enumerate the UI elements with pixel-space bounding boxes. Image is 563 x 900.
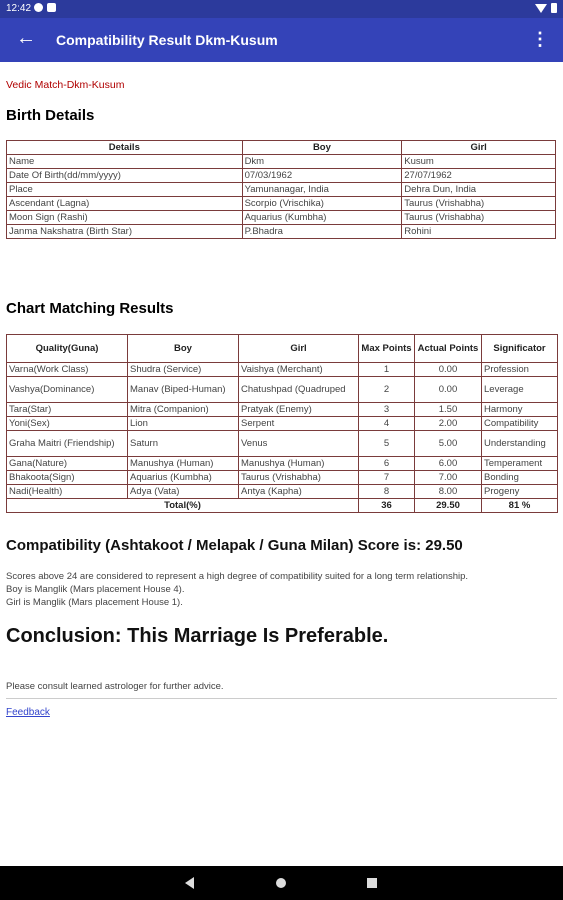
header-girl: Girl [402, 141, 556, 155]
more-vert-icon[interactable]: ⋮ [531, 29, 549, 49]
table-cell: Yoni(Sex) [7, 417, 128, 431]
page-title: Compatibility Result Dkm-Kusum [56, 32, 278, 48]
table-cell: Harmony [482, 403, 558, 417]
table-cell: Kusum [402, 155, 556, 169]
wifi-icon [535, 4, 547, 13]
table-row [7, 431, 558, 457]
status-time: 12:42 [6, 3, 32, 14]
table-cell: 8 [359, 485, 415, 499]
table-cell: 2.00 [415, 417, 482, 431]
table-row [7, 377, 558, 403]
table-cell: Aquarius (Kumbha) [128, 471, 239, 485]
table-cell: Pratyak (Enemy) [239, 403, 359, 417]
table-row [7, 485, 558, 499]
note-line: Boy is Manglik (Mars placement House 4). [6, 584, 185, 595]
table-row [7, 155, 556, 169]
table-cell: Ascendant (Lagna) [7, 197, 243, 211]
status-bar [0, 0, 563, 18]
table-cell: 5 [359, 431, 415, 457]
header-actual-points: Actual Points [415, 335, 482, 363]
table-cell: Varna(Work Class) [7, 363, 128, 377]
table-cell: Dkm [242, 155, 402, 169]
table-cell: Moon Sign (Rashi) [7, 211, 243, 225]
nav-home-icon[interactable] [276, 878, 286, 888]
table-cell: Graha Maitri (Friendship) [7, 431, 128, 457]
table-cell: Dehra Dun, India [402, 183, 556, 197]
compatibility-score: Compatibility (Ashtakoot / Melapak / Guna Milan) Score is: 29.50 [6, 537, 463, 554]
table-cell: Nadi(Health) [7, 485, 128, 499]
table-cell: Antya (Kapha) [239, 485, 359, 499]
table-cell: Bonding [482, 471, 558, 485]
table-cell: Vashya(Dominance) [7, 377, 128, 403]
table-cell: 2 [359, 377, 415, 403]
table-row [7, 183, 556, 197]
table-cell: Aquarius (Kumbha) [242, 211, 402, 225]
table-cell: Manushya (Human) [128, 457, 239, 471]
table-cell: Manav (Biped-Human) [128, 377, 239, 403]
table-cell: Understanding [482, 431, 558, 457]
table-cell: 6 [359, 457, 415, 471]
table-cell: 7.00 [415, 471, 482, 485]
feedback-link[interactable]: Feedback [6, 707, 50, 718]
table-row [7, 197, 556, 211]
table-cell: Gana(Nature) [7, 457, 128, 471]
table-cell: 4 [359, 417, 415, 431]
table-cell: Adya (Vata) [128, 485, 239, 499]
battery-icon [551, 3, 557, 13]
birth-details-heading: Birth Details [6, 107, 95, 124]
total-max-points: 36 [359, 499, 415, 513]
table-cell: Bhakoota(Sign) [7, 471, 128, 485]
table-cell: Progeny [482, 485, 558, 499]
table-cell: Date Of Birth(dd/mm/yyyy) [7, 169, 243, 183]
total-actual-points: 29.50 [415, 499, 482, 513]
back-arrow-icon[interactable]: ← [16, 27, 36, 49]
divider [6, 698, 557, 699]
note-line: Girl is Manglik (Mars placement House 1). [6, 597, 183, 608]
conclusion: Conclusion: This Marriage Is Preferable. [6, 625, 389, 647]
table-cell: 0.00 [415, 377, 482, 403]
header-details: Details [7, 141, 243, 155]
table-cell: 1 [359, 363, 415, 377]
header-quality: Quality(Guna) [7, 335, 128, 363]
header-girl: Girl [239, 335, 359, 363]
table-cell: Taurus (Vrishabha) [402, 197, 556, 211]
table-cell: 27/07/1962 [402, 169, 556, 183]
table-cell: Shudra (Service) [128, 363, 239, 377]
table-cell: Profession [482, 363, 558, 377]
table-cell: Yamunanagar, India [242, 183, 402, 197]
navigation-bar [0, 866, 563, 900]
table-cell: 1.50 [415, 403, 482, 417]
nav-back-icon[interactable] [185, 877, 194, 889]
table-row [7, 403, 558, 417]
chart-matching-table [6, 334, 558, 513]
table-cell: Saturn [128, 431, 239, 457]
table-cell: P.Bhadra [242, 225, 402, 239]
table-cell: Mitra (Companion) [128, 403, 239, 417]
note-line: Scores above 24 are considered to represent a high degree of compatibility suited for a long term relationship. [6, 571, 469, 582]
notes [6, 570, 468, 609]
table-row [7, 225, 556, 239]
table-cell: 7 [359, 471, 415, 485]
table-cell: Taurus (Vrishabha) [402, 211, 556, 225]
table-cell: Leverage [482, 377, 558, 403]
chart-matching-heading: Chart Matching Results [6, 300, 174, 317]
vedic-match-heading: Vedic Match-Dkm-Kusum [6, 79, 125, 91]
table-cell: 5.00 [415, 431, 482, 457]
table-cell: Name [7, 155, 243, 169]
notification-icon [34, 3, 43, 12]
table-cell: Rohini [402, 225, 556, 239]
storage-icon [47, 3, 56, 12]
table-cell: Serpent [239, 417, 359, 431]
table-cell: Taurus (Vrishabha) [239, 471, 359, 485]
app-bar [0, 18, 563, 62]
table-cell: Temperament [482, 457, 558, 471]
total-label: Total(%) [7, 499, 359, 513]
table-row [7, 363, 558, 377]
header-max-points: Max Points [359, 335, 415, 363]
table-row [7, 457, 558, 471]
header-boy: Boy [242, 141, 402, 155]
consult-note: Please consult learned astrologer for further advice. [6, 681, 224, 692]
table-row [7, 417, 558, 431]
table-cell: Compatibility [482, 417, 558, 431]
birth-details-table [6, 140, 556, 239]
table-cell: 3 [359, 403, 415, 417]
table-cell: 0.00 [415, 363, 482, 377]
table-cell: 8.00 [415, 485, 482, 499]
status-system-icons [535, 3, 557, 13]
table-cell: Janma Nakshatra (Birth Star) [7, 225, 243, 239]
table-row [7, 211, 556, 225]
table-cell: 6.00 [415, 457, 482, 471]
table-cell: Tara(Star) [7, 403, 128, 417]
header-significator: Significator [482, 335, 558, 363]
total-percent: 81 % [482, 499, 558, 513]
table-row [7, 169, 556, 183]
table-cell: Vaishya (Merchant) [239, 363, 359, 377]
status-notification-icons [34, 3, 56, 12]
total-row [7, 499, 558, 513]
nav-recents-icon[interactable] [367, 878, 377, 888]
table-header-row [7, 335, 558, 363]
table-cell: Scorpio (Vrischika) [242, 197, 402, 211]
header-boy: Boy [128, 335, 239, 363]
table-cell: Chatushpad (Quadruped [239, 377, 359, 403]
table-row [7, 471, 558, 485]
table-cell: Place [7, 183, 243, 197]
table-cell: Lion [128, 417, 239, 431]
table-cell: Manushya (Human) [239, 457, 359, 471]
table-header-row [7, 141, 556, 155]
table-cell: 07/03/1962 [242, 169, 402, 183]
table-cell: Venus [239, 431, 359, 457]
